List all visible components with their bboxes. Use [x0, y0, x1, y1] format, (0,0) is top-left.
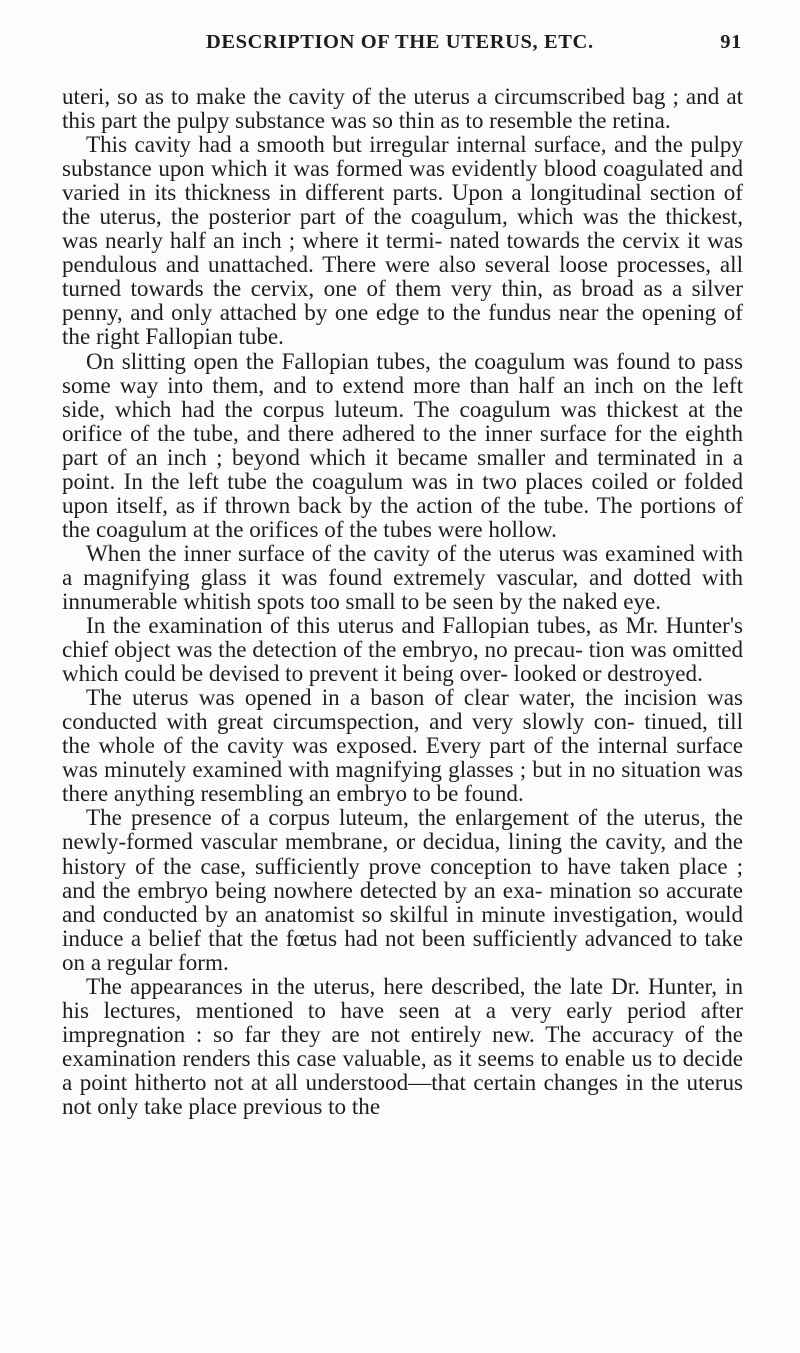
- paragraph-7: The presence of a corpus luteum, the enlargement of the uterus, the newly-formed vascular membrane, or decidua, lining the cavity, and the history of the case, sufficiently prove conception to have taken place ; and the embryo being nowhere detected by an exa- mination so accurate and conducted by an anatomist so skilful in minute investigation, would induce a belief that the fœtus had not been sufficiently advanced to take on a regular form.: [62, 804, 743, 975]
- paragraph-6: The uterus was opened in a bason of clear water, the incision was conducted with great circumspection, and very slowly con- tinued, till the whole of the cavity was exposed. Every part of the internal surface was minutely examined with magnifying glasses ; but in no situation was there anything resembling an embryo to be found.: [62, 684, 743, 807]
- body-text: [62, 84, 743, 1118]
- paragraph-2: This cavity had a smooth but irregular internal surface, and the pulpy substance upon which it was formed was evidently blood coagulated and varied in its thickness in different parts. Upon a longitudinal section of the uterus, the posterior part of the coagulum, which was the thickest, was nearly half an inch ; where it termi- nated towards the cervix it was pendulous and unattached. There were also several loose processes, all turned towards the cervix, one of them very thin, as broad as a silver penny, and only attached by one edge to the fundus near the opening of the right Fallopian tube.: [62, 131, 743, 350]
- paragraph-3: On slitting open the Fallopian tubes, the coagulum was found to pass some way into them, and to extend more than half an inch on the left side, which had the corpus luteum. The coagulum was thickest at the orifice of the tube, and there adhered to the inner surface for the eighth part of an inch ; beyond which it became smaller and terminated in a point. In the left tube the coagulum was in two places coiled or folded upon itself, as if thrown back by the action of the tube. The portions of the coagulum at the orifices of the tubes were hollow.: [62, 347, 743, 542]
- paragraph-4: When the inner surface of the cavity of the uterus was examined with a magnifying glass it was found extremely vascular, and dotted with innumerable whitish spots too small to be seen by the naked eye.: [62, 539, 743, 614]
- paragraph-1: uteri, so as to make the cavity of the uterus a circumscribed bag ; and at this part the pulpy substance was so thin as to resemble the retina.: [62, 83, 743, 134]
- page-number: 91: [720, 31, 742, 53]
- running-head: [62, 31, 742, 61]
- running-title: DESCRIPTION OF THE UTERUS, ETC.: [206, 31, 594, 53]
- paragraph-8: The appearances in the uterus, here described, the late Dr. Hunter, in his lectures, mentioned to have seen at a very early period after impregnation : so far they are not entirely new. The accuracy of the examination renders this case valuable, as it seems to enable us to decide a point hitherto not at all understood—that certain changes in the uterus not only take place previous to the: [62, 972, 743, 1119]
- paragraph-5: In the examination of this uterus and Fallopian tubes, as Mr. Hunter's chief object was the detection of the embryo, no precau- tion was omitted which could be devised to prevent it being over- looked or destroyed.: [62, 612, 743, 687]
